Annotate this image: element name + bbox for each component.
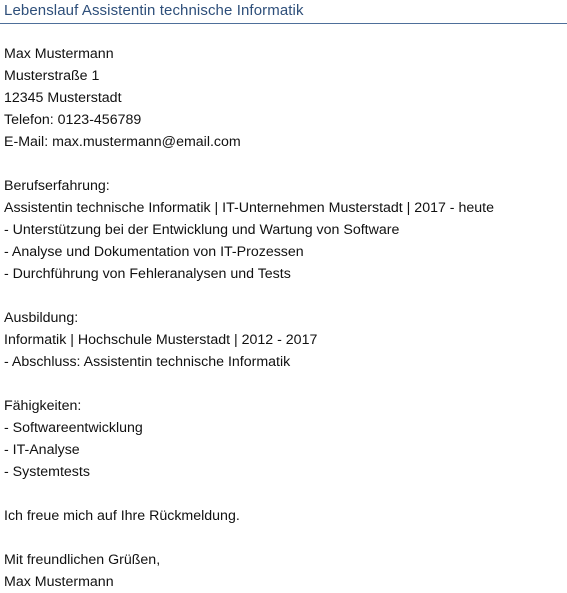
spacer [4,153,564,175]
experience-position: Assistentin technische Informatik | IT-Unternehmen Musterstadt | 2017 - heute [4,200,494,216]
education-section [4,307,564,373]
education-heading: Ausbildung: [4,310,79,326]
skills-heading: Fähigkeiten: [4,398,82,414]
document-body [4,43,564,593]
contact-email: E-Mail: max.mustermann@email.com [4,134,241,150]
spacer [4,483,564,505]
experience-section [4,175,564,285]
list-item: - Durchführung von Fehleranalysen und Tests [4,266,291,282]
list-item: - IT-Analyse [4,442,80,458]
signature-name: Max Mustermann [4,574,114,590]
skills-section [4,395,564,483]
contact-phone: Telefon: 0123-456789 [4,112,142,128]
list-item: - Unterstützung bei der Entwicklung und Wartung von Software [4,222,400,238]
closing-sentence: Ich freue mich auf Ihre Rückmeldung. [4,508,240,524]
document-title: Lebenslauf Assistentin technische Informatik [4,2,304,19]
list-item: - Softwareentwicklung [4,420,143,436]
contact-street: Musterstraße 1 [4,68,100,84]
contact-name: Max Mustermann [4,46,114,62]
title-underline [0,23,567,24]
spacer [4,527,564,549]
spacer [4,373,564,395]
list-item: - Abschluss: Assistentin technische Informatik [4,354,291,370]
list-item: - Analyse und Dokumentation von IT-Prozessen [4,244,304,260]
regards-line: Mit freundlichen Grüßen, [4,552,161,568]
experience-heading: Berufserfahrung: [4,178,110,194]
contact-city: 12345 Musterstadt [4,90,122,106]
education-entry: Informatik | Hochschule Musterstadt | 2012 - 2017 [4,332,318,348]
spacer [4,285,564,307]
list-item: - Systemtests [4,464,90,480]
contact-block [4,43,564,153]
